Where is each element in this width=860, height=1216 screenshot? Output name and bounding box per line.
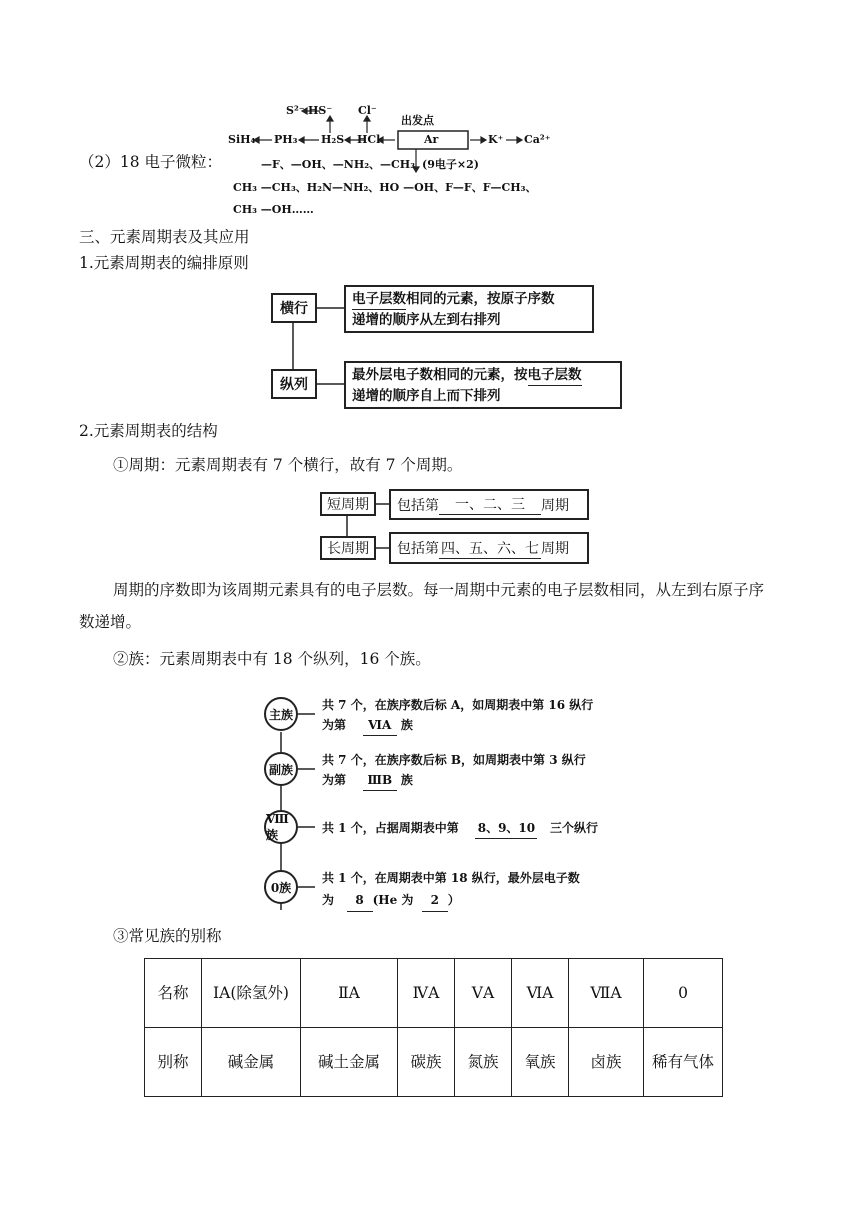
row-label-box: 横行 <box>271 293 317 323</box>
col-rule-line1: 最外层电子数相同的元素，按 <box>352 367 528 383</box>
alias-cell: ⅡA <box>301 959 398 1028</box>
group-zero-pre: 为 <box>322 893 335 907</box>
group-zero-he-value: 2 <box>422 889 448 912</box>
alias-cell: 卤族 <box>569 1028 644 1097</box>
subsection-arrangement: 1.元素周期表的编排原则 <box>79 254 249 272</box>
group-main-line1: 共 7 个，在族序数后标 A，如周期表中第 16 纵行 <box>322 698 594 712</box>
alias-cell: 稀有气体 <box>644 1028 723 1097</box>
subsection-structure: 2.元素周期表的结构 <box>79 422 218 440</box>
group-main-text <box>322 695 593 736</box>
group-sub-text <box>322 750 586 791</box>
period-intro: ①周期：元素周期表有 7 个横行，故有 7 个周期。 <box>113 456 463 474</box>
group-zero-text <box>322 867 580 912</box>
alias-cell: 氧族 <box>512 1028 569 1097</box>
particle-k: K⁺ <box>488 133 504 146</box>
particle-ph3: PH₃ <box>274 133 298 146</box>
group-sub-circle: 副族 <box>264 752 298 786</box>
electron18-groups: —F、—OH、—NH₂、—CH₃ <box>261 158 416 171</box>
alias-header-row <box>145 959 723 1028</box>
particle-hcl: HCl <box>357 133 381 146</box>
particle-hs: HS⁻ <box>308 104 333 117</box>
alias-cell: 碳族 <box>398 1028 455 1097</box>
alias-table <box>144 958 723 1097</box>
short-period-post: 周期 <box>541 497 569 514</box>
start-label: 出发点 <box>401 114 434 127</box>
alias-cell: 名称 <box>145 959 202 1028</box>
group-main-value: ⅥA <box>363 715 397 736</box>
group-intro: ②族：元素周期表中有 18 个纵列，16 个族。 <box>113 650 431 668</box>
electron18-pairs: CH₃ —CH₃、H₂N—NH₂、HO —OH、F—F、F—CH₃、 <box>233 181 537 194</box>
group-main-circle: 主族 <box>264 697 298 731</box>
group-sub-line1: 共 7 个，在族序数后标 B，如周期表中第 3 纵行 <box>322 753 586 767</box>
col-rule-underline: 电子层数 <box>528 365 582 386</box>
group-zero-post: ） <box>447 893 460 907</box>
alias-cell: 氮族 <box>455 1028 512 1097</box>
group-sub-value: ⅢB <box>363 770 397 791</box>
group-main-post: 族 <box>400 718 413 732</box>
long-period-label: 长周期 <box>320 536 376 560</box>
long-period-pre: 包括第 <box>397 541 439 557</box>
alias-cell: ⅠA(除氢外) <box>202 959 301 1028</box>
long-period-post: 周期 <box>541 541 569 557</box>
group-viii-circle: Ⅷ族 <box>264 810 298 844</box>
particle-s2: S²⁻ <box>286 104 305 117</box>
row-rule-line1: 相同的元素，按原子序数 <box>406 291 555 307</box>
electron18-label: （2）18 电子微粒： <box>79 153 223 171</box>
col-rule-line2: 递增的顺序自上而下排列 <box>352 388 501 404</box>
alias-cell: 0 <box>644 959 723 1028</box>
group-zero-mid: (He 为 <box>372 893 414 907</box>
particle-cl: Cl⁻ <box>358 104 377 117</box>
group-viii-text <box>322 818 598 839</box>
alias-cell: ⅣA <box>398 959 455 1028</box>
electron18-pairs-cont: CH₃ —OH…… <box>233 203 314 216</box>
section-title: 三、元素周期表及其应用 <box>79 228 250 246</box>
group-sub-post: 族 <box>400 773 413 787</box>
alias-intro: ③常见族的别称 <box>113 927 222 945</box>
row-rule-line2: 递增的顺序从左到右排列 <box>352 312 501 328</box>
group-zero-circle: 0族 <box>264 870 298 904</box>
group-viii-post: 三个纵行 <box>549 821 598 835</box>
particle-ar: Ar <box>424 133 439 146</box>
alias-cell: ⅦA <box>569 959 644 1028</box>
particle-ca: Ca²⁺ <box>524 133 551 146</box>
group-viii-value: 8、9、10 <box>475 818 537 839</box>
period-paragraph: 周期的序数即为该周期元素具有的电子层数。每一周期中元素的电子层数相同，从左到右原子序数递增。 <box>79 581 765 631</box>
group-main-pre: 为第 <box>322 718 347 732</box>
alias-body-row <box>145 1028 723 1097</box>
electron18-note: (9电子×2) <box>422 158 479 171</box>
particle-sih4: SiH₄ <box>228 133 256 146</box>
alias-cell: ⅥA <box>512 959 569 1028</box>
alias-cell: 碱土金属 <box>301 1028 398 1097</box>
alias-cell: 别称 <box>145 1028 202 1097</box>
row-rule-underline: 电子层数 <box>352 289 406 310</box>
alias-cell: 碱金属 <box>202 1028 301 1097</box>
long-period-value: 四、五、六、七 <box>439 538 541 559</box>
group-zero-line1: 共 1 个，在周期表中第 18 纵行，最外层电子数 <box>322 871 580 885</box>
alias-cell: ⅤA <box>455 959 512 1028</box>
col-label-box: 纵列 <box>271 369 317 399</box>
group-viii-pre: 共 1 个，占据周期表中第 <box>322 821 459 835</box>
particle-h2s: H₂S <box>321 133 345 146</box>
group-zero-value: 8 <box>347 889 373 912</box>
short-period-pre: 包括第 <box>397 497 439 514</box>
short-period-value: 一、二、三 <box>439 494 541 515</box>
short-period-label: 短周期 <box>320 492 376 516</box>
group-sub-pre: 为第 <box>322 773 347 787</box>
